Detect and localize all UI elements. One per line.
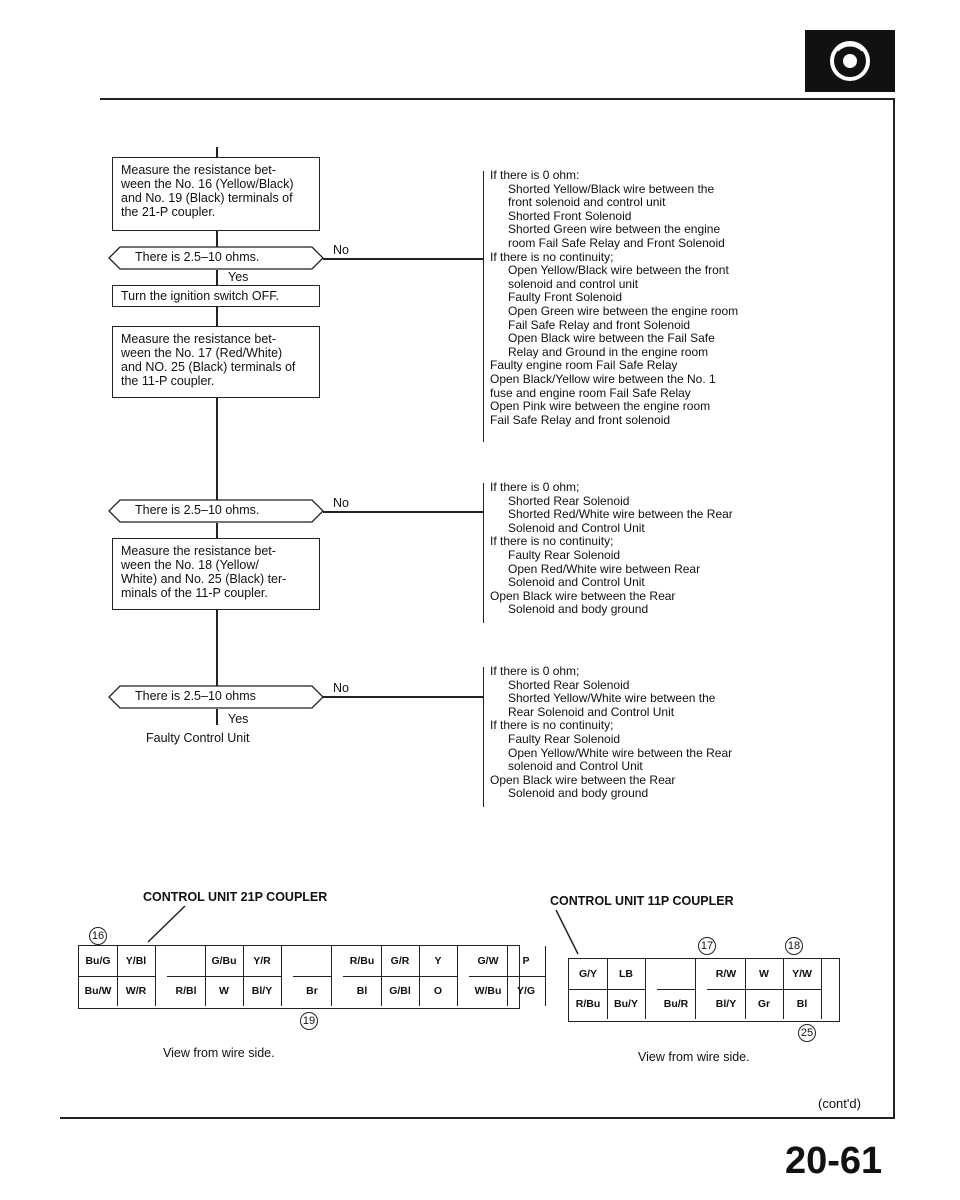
cause-line: room Fail Safe Relay and Front Solenoid: [508, 235, 725, 250]
measure-box-2: Measure the resistance bet- ween the No. 17 (Red/White) and NO. 25 (Black) terminals of the 11-P coupler.: [112, 326, 320, 398]
pin-25-label: 25: [798, 1024, 816, 1042]
cause-line: Shorted Green wire between the engine: [508, 222, 721, 237]
causes-block-1: [490, 169, 738, 427]
pin-cell: Bl/Y: [707, 989, 746, 1019]
causes-3-bracket: [483, 667, 484, 807]
no-line-1: [323, 258, 483, 260]
connector: [216, 270, 218, 286]
pin-cell: G/Bu: [205, 946, 244, 977]
cause-line: Open Green wire between the engine room: [508, 303, 739, 318]
no-label-3: No: [333, 681, 349, 695]
pin-17-label: 17: [698, 937, 716, 955]
pin-cell: G/W: [469, 946, 508, 977]
no-line-2: [323, 511, 483, 513]
pin-cell: G/Y: [569, 959, 608, 990]
pin-cell: Bu/G: [79, 946, 118, 977]
pin-cell: G/R: [381, 946, 420, 977]
measure-box-1: Measure the resistance bet- ween the No. 16 (Yellow/Black) and No. 19 (Black) terminals of the 21-P coupler.: [112, 157, 320, 231]
connector: [216, 610, 218, 686]
cause-line: If there is 0 ohm;: [490, 664, 580, 678]
cause-line: Open Yellow/White wire between the Rear: [508, 745, 733, 760]
cause-line: Shorted Red/White wire between the Rear: [508, 507, 733, 522]
page-number: 20-61: [785, 1140, 883, 1182]
pin-cell: Y: [419, 946, 458, 977]
pin-cell: R/Bl: [167, 976, 206, 1006]
pin-cell: R/Bu: [569, 989, 608, 1019]
pin-cell: Y/W: [783, 959, 822, 990]
pin-cell: Bu/Y: [607, 989, 646, 1019]
ignition-off-box: Turn the ignition switch OFF.: [112, 285, 320, 307]
cause-line: Faulty Rear Solenoid: [508, 731, 621, 746]
cause-line: fuse and engine room Fail Safe Relay: [490, 385, 691, 400]
pin-cell: R/Bu: [343, 946, 382, 977]
pin-cell: [167, 946, 206, 977]
pin-cell: R/W: [707, 959, 746, 990]
cause-line: If there is no continuity;: [490, 249, 614, 264]
right-margin-rule: [893, 98, 895, 1118]
cause-line: Solenoid and body ground: [508, 786, 649, 801]
cause-line: Open Red/White wire between Rear: [508, 561, 701, 576]
cause-line: Open Black wire between the Rear: [490, 772, 676, 787]
connector: [216, 523, 218, 539]
connector: [216, 231, 218, 247]
pin-cell: Bu/W: [79, 976, 118, 1006]
decision-3-text: There is 2.5–10 ohms: [135, 689, 256, 703]
pin-cell: P: [507, 946, 546, 977]
cause-line: Faulty Rear Solenoid: [508, 547, 621, 562]
cause-line: solenoid and control unit: [508, 276, 639, 291]
pin-cell: W/R: [117, 976, 156, 1006]
cause-line: Shorted Yellow/Black wire between the: [508, 181, 715, 196]
cause-line: Solenoid and Control Unit: [508, 575, 645, 590]
pin-cell: Bl/Y: [243, 976, 282, 1006]
pin-cell: Bl: [783, 989, 822, 1019]
pin-cell: Bl: [343, 976, 382, 1006]
coupler-21p-pointer: [140, 904, 190, 944]
cause-line: If there is 0 ohm:: [490, 168, 580, 182]
cause-line: If there is 0 ohm;: [490, 480, 580, 494]
cause-line: Open Pink wire between the engine room: [490, 399, 711, 414]
section-logo: [805, 30, 895, 92]
cause-line: Shorted Rear Solenoid: [508, 493, 630, 508]
cause-line: If there is no continuity;: [490, 718, 614, 733]
coupler-21p-title: CONTROL UNIT 21P COUPLER: [143, 890, 328, 904]
pin-cell: LB: [607, 959, 646, 990]
cause-line: solenoid and Control Unit: [508, 759, 643, 774]
causes-block-3: [490, 665, 732, 801]
pin-16-label: 16: [89, 927, 107, 945]
decision-1-text: There is 2.5–10 ohms.: [135, 250, 260, 264]
pin-cell: O: [419, 976, 458, 1006]
pin-cell: G/Bl: [381, 976, 420, 1006]
cause-line: Fail Safe Relay and front solenoid: [490, 412, 671, 427]
pin-cell: [657, 959, 696, 990]
cause-line: Open Black wire between the Fail Safe: [508, 331, 715, 346]
no-label-1: No: [333, 243, 349, 257]
causes-1-bracket: [483, 171, 484, 442]
pin-cell: [293, 946, 332, 977]
cause-line: Open Black wire between the Rear: [490, 588, 676, 603]
transmission-icon: [805, 30, 895, 92]
pin-cell: W: [205, 976, 244, 1006]
cause-line: Shorted Rear Solenoid: [508, 677, 630, 692]
cause-line: Faulty engine room Fail Safe Relay: [490, 358, 678, 373]
causes-2-bracket: [483, 483, 484, 623]
pin-cell: Y/R: [243, 946, 282, 977]
pin-cell: Gr: [745, 989, 784, 1019]
pin-cell: W/Bu: [469, 976, 508, 1006]
footer-rule: [60, 1117, 895, 1119]
pin-cell: Br: [293, 976, 332, 1006]
coupler-11p-title: CONTROL UNIT 11P COUPLER: [550, 894, 734, 908]
header-rule: [100, 98, 895, 100]
cause-line: Fail Safe Relay and front Solenoid: [508, 317, 691, 332]
cause-line: Open Black/Yellow wire between the No. 1: [490, 371, 716, 386]
cause-line: Shorted Yellow/White wire between the: [508, 691, 716, 706]
pin-cell: Bu/R: [657, 989, 696, 1019]
connector: [216, 398, 218, 500]
continued-label: (cont'd): [818, 1096, 861, 1111]
pin-19-label: 19: [300, 1012, 318, 1030]
decision-2-text: There is 2.5–10 ohms.: [135, 503, 260, 517]
no-line-3: [323, 696, 483, 698]
pin-cell: Y/Bl: [117, 946, 156, 977]
cause-line: Shorted Front Solenoid: [508, 208, 632, 223]
coupler-11p-pointer: [552, 908, 592, 958]
connector: [216, 307, 218, 327]
yes-label-1: Yes: [228, 270, 249, 284]
coupler-21p: [78, 945, 536, 1009]
coupler-11p-caption: View from wire side.: [638, 1050, 750, 1064]
cause-line: front solenoid and control unit: [508, 195, 666, 210]
cause-line: Solenoid and body ground: [508, 602, 649, 617]
no-label-2: No: [333, 496, 349, 510]
cause-line: Relay and Ground in the engine room: [508, 344, 709, 359]
coupler-21p-caption: View from wire side.: [163, 1046, 275, 1060]
pin-cell: Y/G: [507, 976, 546, 1006]
yes-label-3: Yes: [228, 712, 249, 726]
connector: [216, 709, 218, 725]
pin-cell: W: [745, 959, 784, 990]
cause-line: Faulty Front Solenoid: [508, 290, 623, 305]
cause-line: Rear Solenoid and Control Unit: [508, 704, 675, 719]
measure-box-3: Measure the resistance bet- ween the No. 18 (Yellow/ White) and No. 25 (Black) ter- minals of the 11-P coupler.: [112, 538, 320, 610]
cause-line: Open Yellow/Black wire between the front: [508, 263, 729, 278]
cause-line: Solenoid and Control Unit: [508, 520, 645, 535]
causes-block-2: [490, 481, 733, 617]
pin-18-label: 18: [785, 937, 803, 955]
result-text: Faulty Control Unit: [146, 731, 250, 745]
coupler-11p: [568, 958, 840, 1022]
cause-line: If there is no continuity;: [490, 534, 614, 549]
